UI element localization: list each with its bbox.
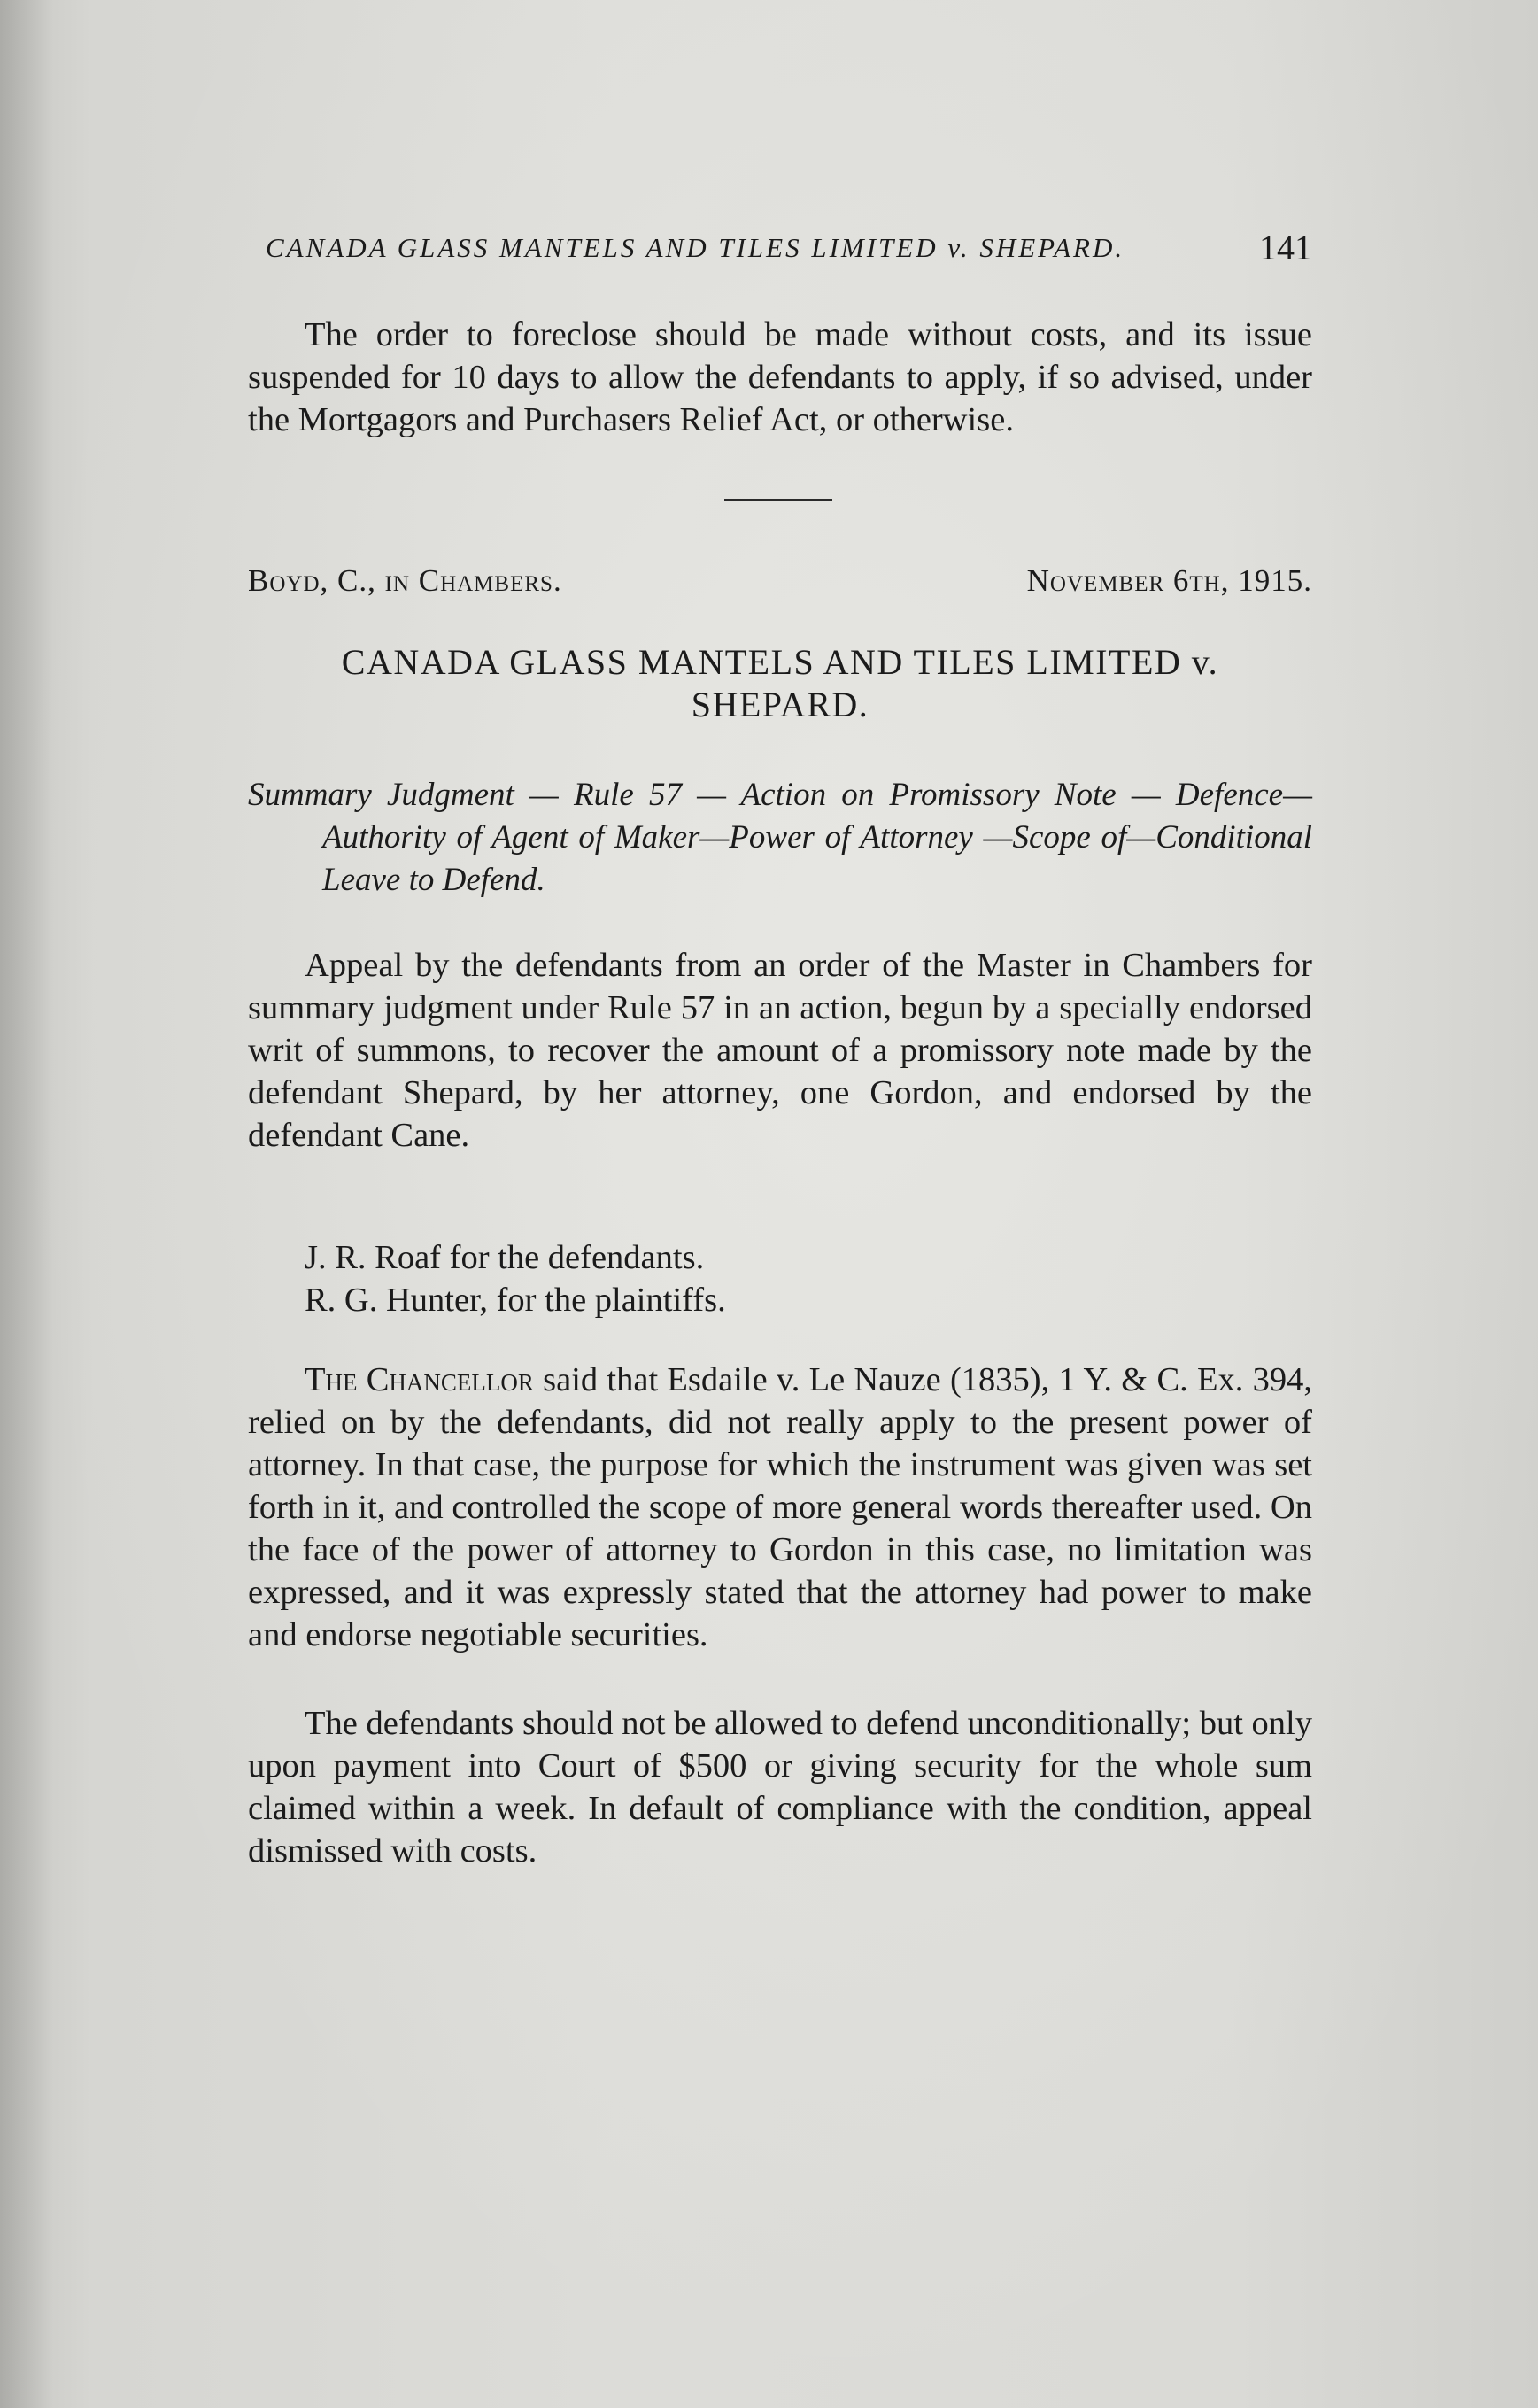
headnote: Summary Judgment — Rule 57 — Action on Promissory Note — Defence—Authority of Agent of Maker—Power of Attorney —Scope of—Conditional Leave to Defend. (248, 777, 1312, 898)
section-divider (724, 499, 832, 501)
appeal-paragraph: Appeal by the defendants from an order of the Master in Chambers for summary judgment under Rule 57 in an action, begun by a specially endorsed writ of summons, to recover the amount of a promissory note made by the defendant Shepard, by her attorney, one Gordon, and endorsed by the defendant Cane. (248, 947, 1312, 1154)
running-head (266, 228, 1312, 267)
page-number: 141 (1259, 228, 1312, 267)
counsel-defendants: J. R. Roaf for the defendants. (305, 1239, 705, 1276)
chancellor-speaker: The Chancellor (305, 1361, 534, 1398)
defendants-paragraph: The defendants should not be allowed to defend unconditionally; but only upon payment into Court of $500 or giving security for the whole sum claimed within a week. In default of compliance with the condition, appeal dismissed with costs. (248, 1705, 1312, 1870)
order-paragraph: The order to foreclose should be made without costs, and its issue suspended for 10 days to allow the defendants to apply, if so advised, under the Mortgagors and Purchasers Relief Act, or otherwise. (248, 316, 1312, 438)
decision-date: November 6th, 1915. (1026, 563, 1312, 598)
case-title-line-1: CANADA GLASS MANTELS AND TILES LIMITED v. (341, 642, 1219, 682)
case-title (248, 641, 1312, 726)
case-title-line-2: SHEPARD. (691, 685, 869, 724)
gutter-shadow (0, 0, 53, 2408)
running-head-title: CANADA GLASS MANTELS AND TILES LIMITED v. SHEPARD. (266, 232, 1125, 263)
chancellor-paragraph (248, 1359, 1312, 1656)
chancellor-text: said that Esdaile v. Le Nauze (1835), 1 Y. & C. Ex. 394, relied on by the defendants, did not really apply to the present power of attorney. In that case, the purpose for which the instrument was given was set forth in it, and controlled the scope of more general words thereafter used. On the face of the power of attorney to Gordon in this case, no limitation was expressed, and it was expressly stated that the attorney had power to make and endorse negotiable securities. (248, 1361, 1312, 1653)
counsel-plaintiffs: R. G. Hunter, for the plaintiffs. (305, 1281, 726, 1319)
judge-line: Boyd, C., in Chambers. (248, 563, 562, 598)
